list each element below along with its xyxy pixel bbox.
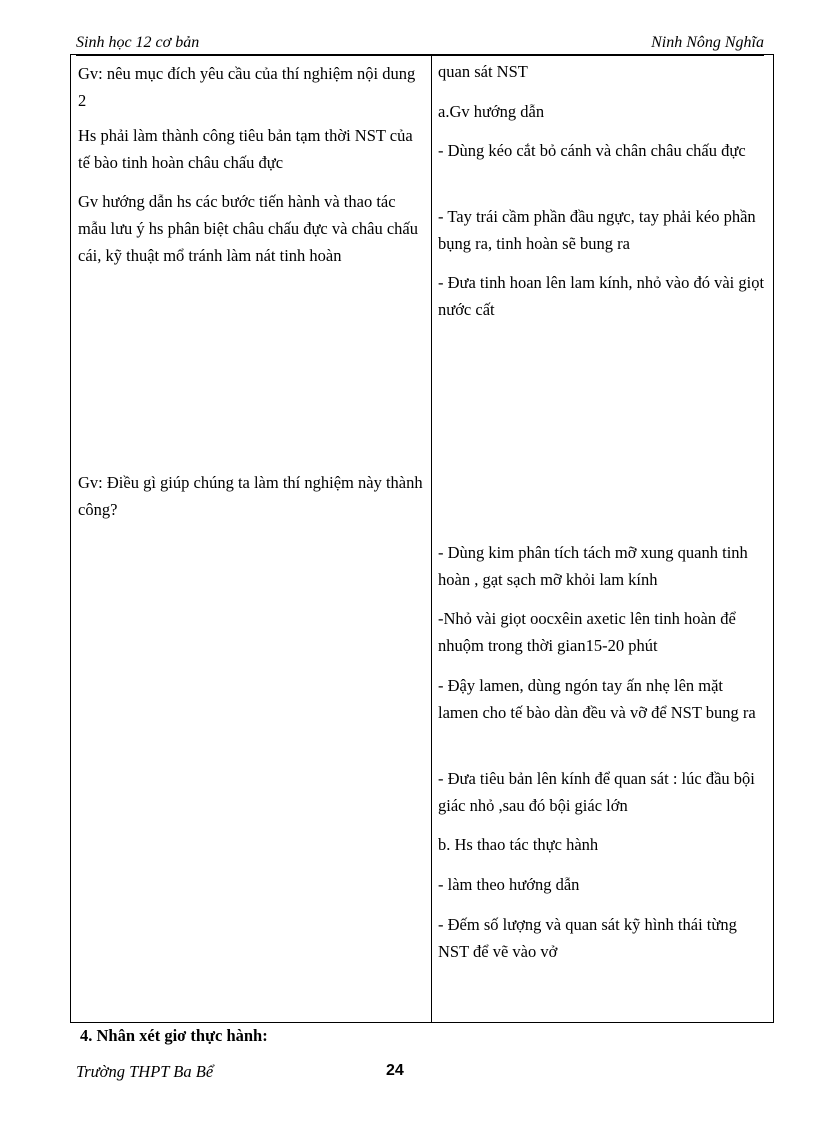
lesson-table xyxy=(70,54,774,1023)
right-paragraph: -Nhỏ vài giọt oocxêin axetic lên tinh hoàn để nhuộm trong thời gian15-20 phút xyxy=(438,609,736,655)
left-paragraph: Gv: nêu mục đích yêu cầu của thí nghiệm nội dung 2 xyxy=(78,64,416,110)
left-paragraph: Gv: Điều gì giúp chúng ta làm thí nghiệm này thành công? xyxy=(78,473,423,519)
footer-school: Trường THPT Ba Bể xyxy=(76,1062,214,1081)
right-paragraph: quan sát NST xyxy=(438,62,528,81)
header-subject: Sinh học 12 cơ bản xyxy=(76,34,200,51)
teacher-activity-column xyxy=(71,55,432,1022)
left-paragraph: Hs phải làm thành công tiêu bản tạm thời NST của tế bào tinh hoàn châu chấu đực xyxy=(78,126,413,172)
page-number: 24 xyxy=(386,1062,404,1079)
header-author: Ninh Nông Nghĩa xyxy=(651,34,764,51)
left-paragraph: Gv hướng dẫn hs các bước tiến hành và thao tác mẫu lưu ý hs phân biệt châu chấu đực và châu chấu cái, kỹ thuật mổ tránh làm nát tinh hoàn xyxy=(78,192,418,265)
right-paragraph: - Đậy lamen, dùng ngón tay ấn nhẹ lên mặt lamen cho tế bào dàn đều và vỡ để NST bung ra xyxy=(438,676,756,722)
content-column xyxy=(432,55,773,1022)
section-heading: 4. Nhân xét giơ thực hành: xyxy=(80,1026,268,1045)
right-paragraph: - Dùng kéo cắt bỏ cánh và chân châu chấu đực xyxy=(438,141,746,160)
right-paragraph: - Tay trái cầm phần đầu ngực, tay phải kéo phần bụng ra, tinh hoàn sẽ bung ra xyxy=(438,207,756,253)
right-paragraph: - Đưa tinh hoan lên lam kính, nhỏ vào đó vài giọt nước cất xyxy=(438,273,765,319)
right-paragraph: - Đưa tiêu bản lên kính để quan sát : lúc đầu bội giác nhỏ ,sau đó bội giác lớn xyxy=(438,769,755,815)
right-paragraph: - Dùng kim phân tích tách mỡ xung quanh tinh hoàn , gạt sạch mỡ khỏi lam kính xyxy=(438,543,748,589)
page-header xyxy=(76,34,764,56)
right-paragraph: - làm theo hướng dẫn xyxy=(438,875,580,894)
right-paragraph: - Đếm số lượng và quan sát kỹ hình thái từng NST để vẽ vào vở xyxy=(438,915,737,961)
right-paragraph: a.Gv hướng dẫn xyxy=(438,102,545,121)
right-paragraph: b. Hs thao tác thực hành xyxy=(438,835,599,854)
